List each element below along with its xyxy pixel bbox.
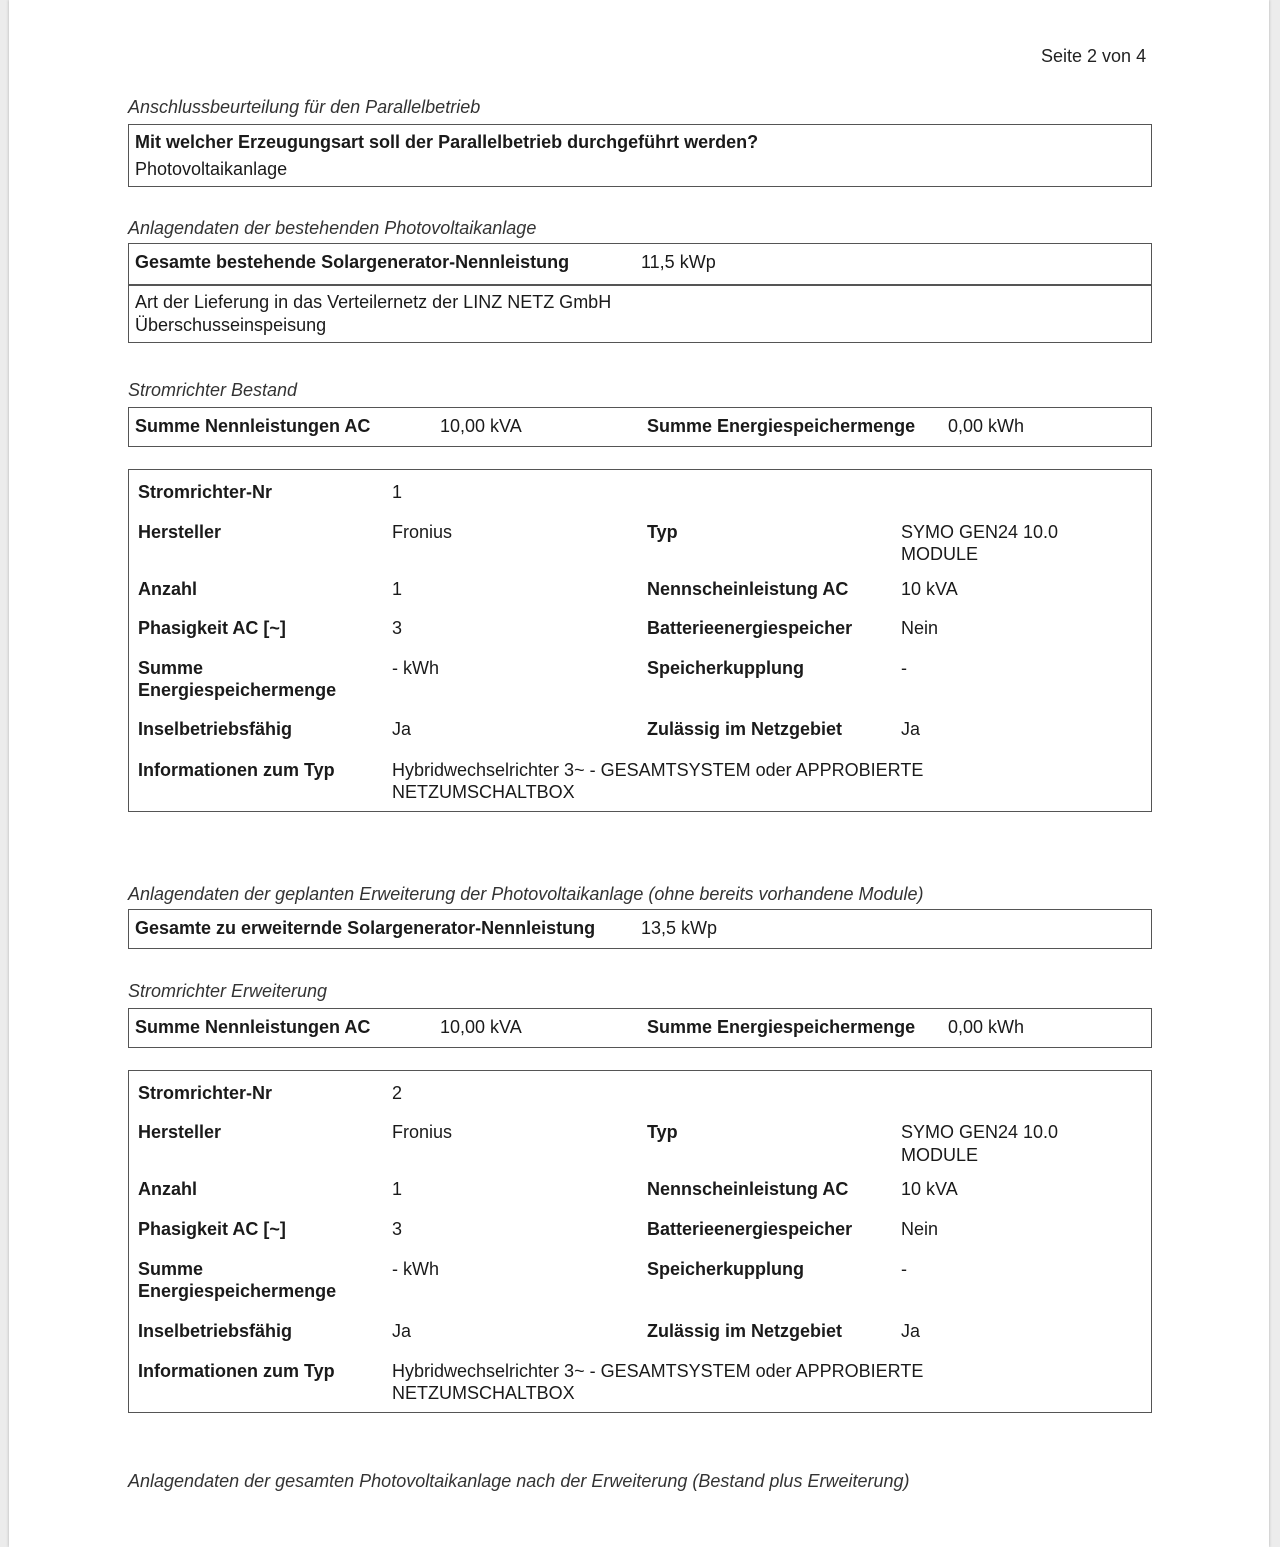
erweiterung-box (128, 909, 1152, 949)
phasigkeit-value: 3 (392, 1219, 403, 1239)
bestand-leistung-value: 11,5 kWp (641, 252, 716, 272)
lieferung-value: Überschusseinspeisung (135, 315, 327, 335)
typ-value-line1: SYMO GEN24 10.0 (901, 1122, 1059, 1142)
insel-label: Inselbetriebsfähig (138, 719, 293, 739)
hersteller-label: Hersteller (138, 522, 222, 542)
zulaessig-label: Zulässig im Netzgebiet (647, 719, 843, 739)
batterie-value: Nein (901, 1219, 939, 1239)
summe-ac-label: Summe Nennleistungen AC (135, 1017, 371, 1037)
zulaessig-value: Ja (901, 719, 921, 739)
hersteller-value: Fronius (392, 522, 453, 542)
section-heading-anschluss: Anschlussbeurteilung für den Parallelbetrieb (128, 97, 481, 117)
typ-value-line1: SYMO GEN24 10.0 (901, 522, 1059, 542)
batterie-label: Batterieenergiespeicher (647, 618, 853, 638)
typ-value-line2: MODULE (901, 544, 979, 564)
info-value-line1: Hybridwechselrichter 3~ - GESAMTSYSTEM oder APPROBIERTE (392, 1361, 924, 1381)
anzahl-value: 1 (392, 1179, 403, 1199)
info-value-line2: NETZUMSCHALTBOX (392, 1383, 575, 1403)
batterie-label: Batterieenergiespeicher (647, 1219, 853, 1239)
summe-speicher-label-line1: Summe (138, 1259, 204, 1279)
nennschein-label: Nennscheinleistung AC (647, 1179, 849, 1199)
section-heading-stromrichter-erweiterung: Stromrichter Erweiterung (128, 981, 328, 1001)
info-label: Informationen zum Typ (138, 1361, 335, 1381)
nr-label: Stromrichter-Nr (138, 482, 273, 502)
divider (129, 284, 1151, 286)
phasigkeit-label: Phasigkeit AC [~] (138, 618, 286, 638)
section-heading-gesamt: Anlagendaten der gesamten Photovoltaikanlage nach der Erweiterung (Bestand plus Erweiterung) (128, 1471, 910, 1491)
typ-value-line2: MODULE (901, 1145, 979, 1165)
summe-speicher-value: 0,00 kWh (948, 416, 1025, 436)
erweiterung-leistung-label: Gesamte zu erweiternde Solargenerator-Nennleistung (135, 918, 596, 938)
anzahl-label: Anzahl (138, 1179, 198, 1199)
hersteller-value: Fronius (392, 1122, 453, 1142)
section-heading-bestand: Anlagendaten der bestehenden Photovoltaikanlage (128, 218, 537, 238)
anzahl-value: 1 (392, 579, 403, 599)
info-value-line1: Hybridwechselrichter 3~ - GESAMTSYSTEM oder APPROBIERTE (392, 760, 924, 780)
summe-ac-value: 10,00 kVA (440, 416, 522, 436)
stromrichter-erweiterung-detail (128, 1070, 1152, 1413)
summe-speicher-label-line2: Energiespeichermenge (138, 1281, 337, 1301)
kupplung-value: - (901, 658, 907, 678)
summe-speicher-label-line1: Summe (138, 658, 204, 678)
nennschein-value: 10 kVA (901, 1179, 958, 1199)
summe-ac-label: Summe Nennleistungen AC (135, 416, 371, 436)
nennschein-label: Nennscheinleistung AC (647, 579, 849, 599)
page-number: Seite 2 von 4 (1041, 46, 1147, 66)
stromrichter-erweiterung-summary (128, 1008, 1152, 1048)
zulaessig-value: Ja (901, 1321, 921, 1341)
erweiterung-leistung-value: 13,5 kWp (641, 918, 718, 938)
bestand-box (128, 243, 1152, 343)
phasigkeit-value: 3 (392, 618, 403, 638)
nr-label: Stromrichter-Nr (138, 1083, 273, 1103)
erzeugungsart-answer: Photovoltaikanlage (135, 159, 288, 179)
stromrichter-bestand-detail (128, 469, 1152, 812)
summe-speicher-value: - kWh (392, 1259, 439, 1279)
section-heading-erweiterung: Anlagendaten der geplanten Erweiterung der Photovoltaikanlage (ohne bereits vorhandene Module) (128, 884, 924, 904)
kupplung-label: Speicherkupplung (647, 1259, 805, 1279)
lieferung-label: Art der Lieferung in das Verteilernetz der LINZ NETZ GmbH (135, 292, 612, 312)
summe-speicher-value: 0,00 kWh (948, 1017, 1025, 1037)
summe-speicher-value: - kWh (392, 658, 439, 678)
insel-label: Inselbetriebsfähig (138, 1321, 293, 1341)
hersteller-label: Hersteller (138, 1122, 222, 1142)
info-value-line2: NETZUMSCHALTBOX (392, 782, 575, 802)
summe-speicher-label: Summe Energiespeichermenge (647, 1017, 916, 1037)
anschluss-box (128, 124, 1152, 187)
summe-ac-value: 10,00 kVA (440, 1017, 522, 1037)
insel-value: Ja (392, 719, 412, 739)
nr-value: 1 (392, 482, 403, 502)
info-label: Informationen zum Typ (138, 760, 335, 780)
anzahl-label: Anzahl (138, 579, 198, 599)
typ-label: Typ (647, 1122, 678, 1142)
nennschein-value: 10 kVA (901, 579, 958, 599)
section-heading-stromrichter-bestand: Stromrichter Bestand (128, 380, 298, 400)
bestand-leistung-label: Gesamte bestehende Solargenerator-Nennleistung (135, 252, 570, 272)
insel-value: Ja (392, 1321, 412, 1341)
batterie-value: Nein (901, 618, 939, 638)
kupplung-value: - (901, 1259, 907, 1279)
zulaessig-label: Zulässig im Netzgebiet (647, 1321, 843, 1341)
summe-speicher-label: Summe Energiespeichermenge (647, 416, 916, 436)
erzeugungsart-question: Mit welcher Erzeugungsart soll der Parallelbetrieb durchgeführt werden? (135, 132, 759, 152)
document-page (9, 0, 1269, 1547)
phasigkeit-label: Phasigkeit AC [~] (138, 1219, 286, 1239)
nr-value: 2 (392, 1083, 403, 1103)
stromrichter-bestand-summary (128, 407, 1152, 447)
summe-speicher-label-line2: Energiespeichermenge (138, 680, 337, 700)
kupplung-label: Speicherkupplung (647, 658, 805, 678)
typ-label: Typ (647, 522, 678, 542)
